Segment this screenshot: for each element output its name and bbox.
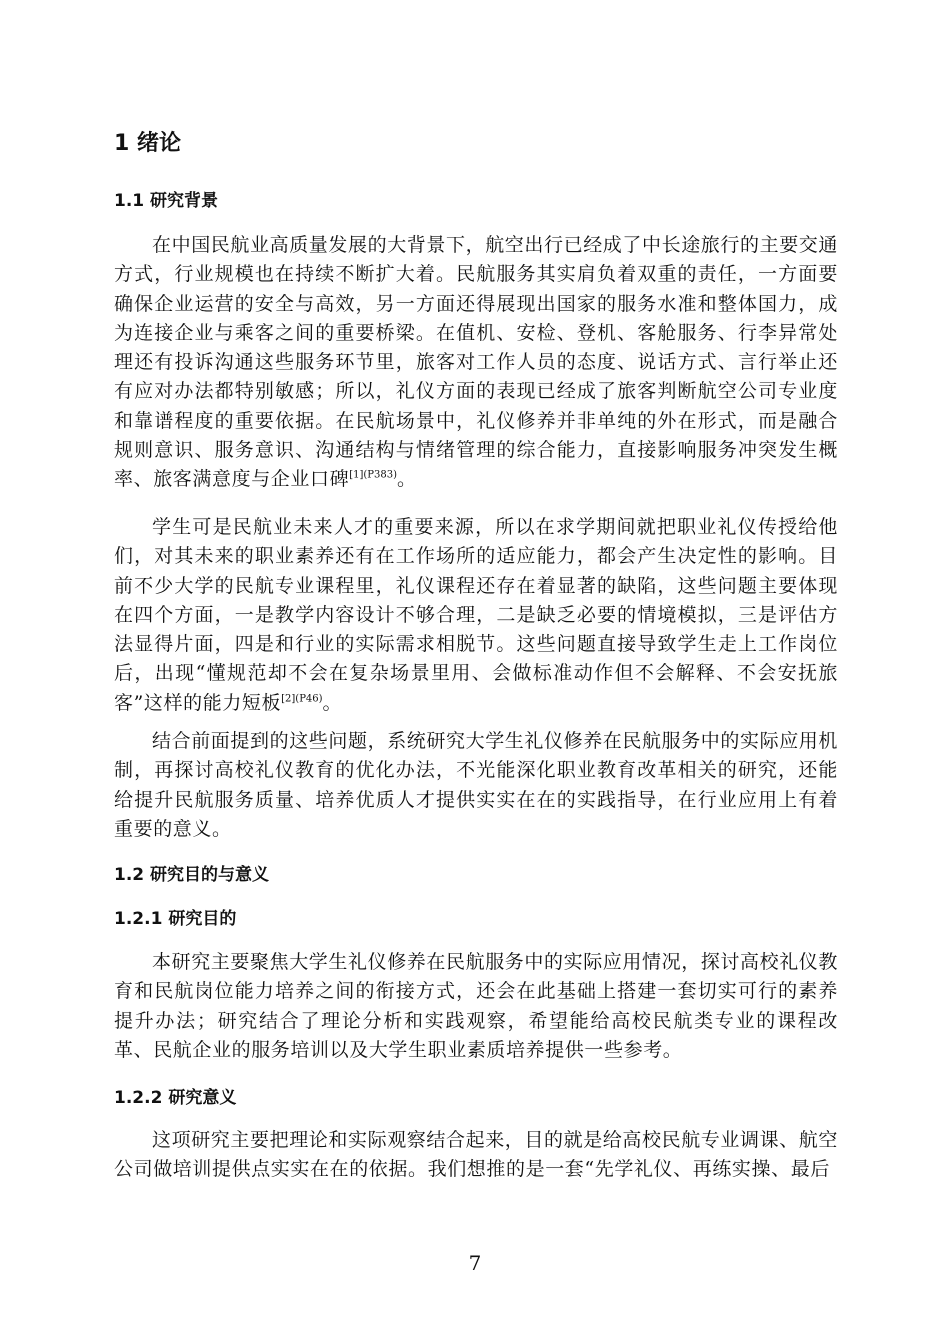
section-heading-1-2-2: 1.2.2 研究意义 [114, 1088, 237, 1108]
page-number: 7 [468, 1251, 482, 1275]
section-heading-1-2: 1.2 研究目的与意义 [114, 865, 270, 885]
paragraph-purpose: 本研究主要聚焦大学生礼仪修养在民航服务中的实际应用情况，探讨高校礼仪教育和民航岗位能力培养之间的衔接方式，还会在此基础上搭建一套切实可行的素养提升办法；研究结合了理论分析和实践观察，希望能给高校民航类专业的课程改革、民航企业的服务培训以及大学生职业素质培养提供一些参考。 [114, 951, 839, 1061]
paragraph-background-1 [114, 231, 838, 495]
section-heading-1-1: 1.1 研究背景 [114, 191, 219, 211]
chapter-heading: 1 绪论 [114, 131, 181, 156]
section-heading-1-2-1: 1.2.1 研究目的 [114, 909, 237, 929]
paragraph-end: 。 [322, 691, 343, 714]
paragraph-end: 。 [397, 468, 417, 491]
citation-2: [2](P46) [281, 693, 323, 705]
paragraph-significance: 这项研究主要把理论和实际观察结合起来，目的就是给高校民航专业调课、航空公司做培训提供点实实在在的依据。我们想推的是一套“先学礼仪、再练实操、最后 [114, 1129, 839, 1181]
paragraph-background-3: 结合前面提到的这些问题，系统研究大学生礼仪修养在民航服务中的实际应用机制，再探讨高校礼仪教育的优化办法，不光能深化职业教育改革相关的研究，还能给提升民航服务质量、培养优质人才提供实实在在的实践指导，在行业应用上有着重要的意义。 [114, 730, 839, 840]
paragraph-background-2 [114, 513, 838, 718]
citation-1: [1](P383) [349, 470, 397, 482]
paragraph-text: 在中国民航业高质量发展的大背景下，航空出行已经成了中长途旅行的主要交通方式，行业规模也在持续不断扩大着。民航服务其实肩负着双重的责任，一方面要确保企业运营的安全与高效，另一方面还得展现出国家的服务水准和整体国力，成为连接企业与乘客之间的重要桥梁。在值机、安检、登机、客舱服务、行李异常处理还有投诉沟通这些服务环节里，旅客对工作人员的态度、说话方式、言行举止还有应对办法都特别敏感；所以，礼仪方面的表现已经成了旅客判断航空公司专业度和靠谱程度的重要依据。在民航场景中，礼仪修养并非单纯的外在形式，而是融合规则意识、服务意识、沟通结构与情绪管理的综合能力，直接影响服务冲突发生概率、旅客满意度与企业口碑 [114, 234, 839, 491]
paragraph-text: 学生可是民航业未来人才的重要来源，所以在求学期间就把职业礼仪传授给他们，对其未来的职业素养还有在工作场所的适应能力，都会产生决定性的影响。目前不少大学的民航专业课程里，礼仪课程还存在着显著的缺陷，这些问题主要体现在四个方面，一是教学内容设计不够合理，二是缺乏必要的情境模拟，三是评估方法显得片面，四是和行业的实际需求相脱节。这些问题直接导致学生走上工作岗位后，出现“懂规范却不会在复杂场景里用、会做标准动作但不会解释、不会安抚旅客”这样的能力短板 [114, 516, 838, 714]
